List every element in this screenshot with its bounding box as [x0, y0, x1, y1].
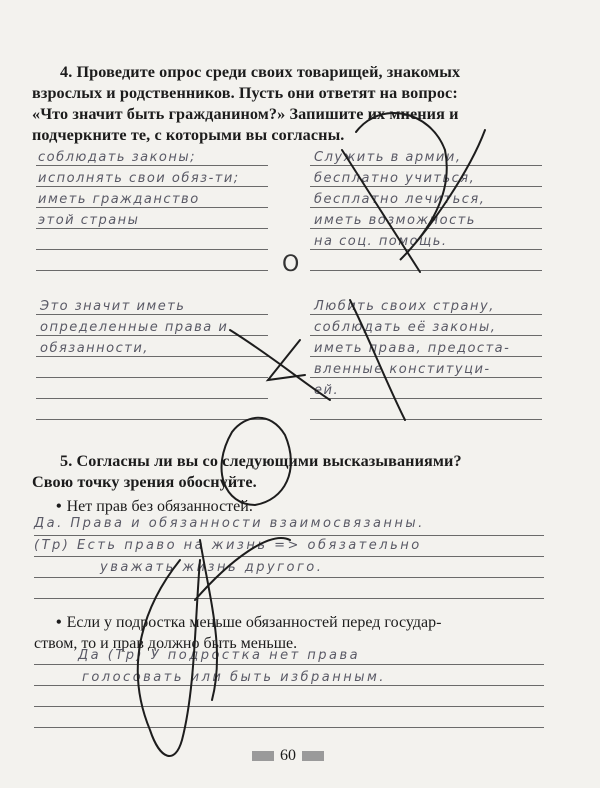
handwritten-answer: Это значит иметь: [40, 299, 186, 314]
scribble-stroke: [222, 418, 291, 505]
page-number: 60: [280, 747, 296, 764]
handwritten-answer: Служить в армии,: [314, 150, 462, 165]
handwritten-answer: бесплатно учиться,: [314, 171, 476, 186]
handwritten-answer: обязанности,: [40, 341, 149, 356]
task-4-line-1: 4. Проведите опрос среди своих товарищей, знакомых: [60, 63, 461, 81]
statement-2-line-2: ством, то и прав должно быть меньше.: [34, 635, 298, 652]
footer-bar-left: [252, 751, 274, 761]
bullet-icon: •: [56, 614, 62, 631]
statement-2-line-1: Если у подростка меньше обязанностей перед государ-: [66, 614, 442, 631]
handwritten-answer: Да. Права и обязанности взаимосвязанны.: [34, 516, 425, 531]
scribble-stroke: [350, 300, 405, 420]
scribble-stroke: [342, 150, 420, 272]
handwritten-answer: вленные конституци-: [314, 362, 491, 377]
handwritten-answer: бесплатно лечиться,: [314, 192, 486, 207]
task-5-line-1: 5. Согласны ли вы со следующими высказываниями?: [60, 452, 462, 470]
scribble-stroke: [356, 113, 485, 260]
task-4-line-2: взрослых и родственников. Пусть они ответят на вопрос:: [32, 84, 458, 102]
handwritten-answer: ей.: [314, 383, 340, 398]
footer-bar-right: [302, 751, 324, 761]
handwritten-answer: определенные права и: [40, 320, 229, 335]
handwritten-answer: (Тр) Есть право на жизнь => обязательно: [34, 538, 422, 553]
statement-1-text: Нет прав без обязанностей.: [66, 498, 253, 515]
handwritten-answer: иметь гражданство: [38, 192, 200, 207]
page-footer: [248, 746, 328, 766]
handwritten-answer: уважать жизнь другого.: [100, 560, 324, 575]
handwritten-answer: соблюдать законы;: [38, 150, 197, 165]
task-4-line-4: подчеркните те, с которыми вы согласны.: [32, 126, 345, 144]
bullet-icon: •: [56, 498, 62, 515]
handwritten-answer: Любить своих страну,: [314, 299, 495, 314]
handwritten-answer: иметь возможность: [314, 213, 476, 228]
handwritten-answer: соблюдать её законы,: [314, 320, 497, 335]
handwritten-answer: на соц. помощь.: [314, 234, 448, 249]
scribble-stroke: [200, 540, 217, 700]
handwritten-margin-mark: O: [282, 252, 301, 277]
task-4-line-3: «Что значит быть гражданином?» Запишите их мнения и: [32, 105, 459, 123]
task-5-line-2: Свою точку зрения обоснуйте.: [32, 473, 257, 491]
handwritten-answer: Да (Тр) У подростка нет права: [78, 648, 361, 663]
handwritten-answer: голосовать или быть избранным.: [82, 670, 386, 685]
handwritten-answer: этой страны: [38, 213, 140, 228]
handwritten-answer: исполнять свои обяз-ти;: [38, 171, 240, 186]
handwritten-answer: иметь права, предоста-: [314, 341, 511, 356]
scribble-stroke: [138, 560, 200, 756]
